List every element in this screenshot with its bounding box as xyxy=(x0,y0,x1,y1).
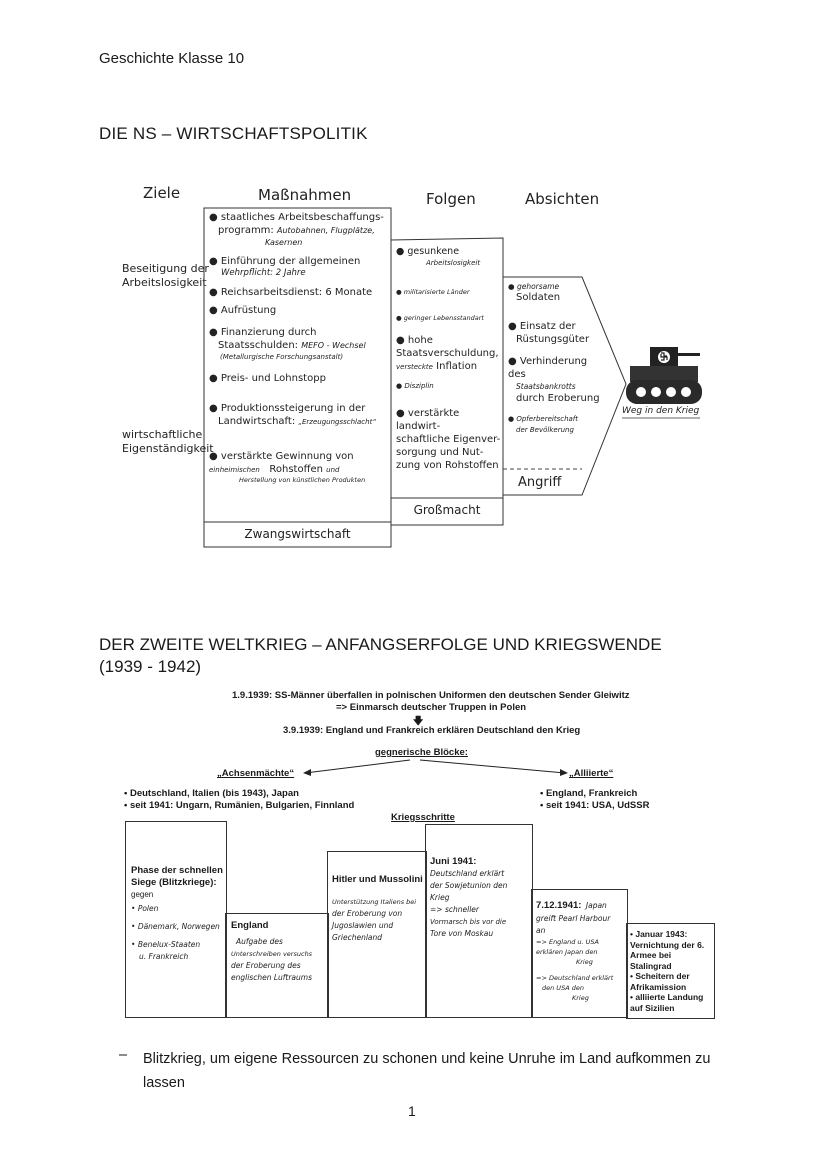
event-einmarsch: => Einmarsch deutscher Truppen in Polen xyxy=(336,702,527,713)
tank-caption: Weg in den Krieg xyxy=(622,406,700,416)
step-blitzkrieg-text: Phase der schnellen Siege (Blitzkriege): gegen • Polen • Dänemark, Norwegen • Benelux-Staaten u. Frankreich xyxy=(131,865,223,961)
massnahmen-footer-zwangswirtschaft: Zwangswirtschaft xyxy=(244,527,351,541)
axis-members: • Deutschland, Italien (bis 1943), Japan • seit 1941: Ungarn, Rumänien, Bulgarien, Finnland xyxy=(124,788,355,811)
event-kriegserklaerung: 3.9.1939: England und Frankreich erklären Deutschland den Krieg xyxy=(283,725,581,736)
column-header-folgen: Folgen xyxy=(426,190,476,208)
column-header-absichten: Absichten xyxy=(525,190,600,208)
page-number: 1 xyxy=(408,1103,416,1119)
folgen-list: ● gesunkene Arbeitslosigkeit ● militarisierte Länder ● geringer Lebensstandart ● hohe Staatsverschuldung, versteckte Inflation ● Disziplin ● verstärkte landwirt- schaftliche Eigenver- sorgung und Nut- zung von Rohstoffen xyxy=(396,246,501,471)
page-header: Geschichte Klasse 10 xyxy=(99,50,245,67)
allies-members: • England, Frankreich • seit 1941: USA, UdSSR xyxy=(540,788,650,811)
ziel-eigenstaendigkeit: wirtschaftliche Eigenständigkeit xyxy=(122,428,214,455)
absichten-list: ● gehorsame Soldaten ● Einsatz der Rüstungsgüter ● Verhinderung des Staatsbankrotts durch Eroberung ● Opferbereitschaft der Bevölkerung xyxy=(508,282,600,434)
event-gleiwitz: 1.9.1939: SS-Männer überfallen in polnischen Uniformen den deutschen Sender Gleiwitz xyxy=(232,690,630,701)
section-title-zweiter-weltkrieg: DER ZWEITE WELTKRIEG – ANFANGSERFOLGE UND KRIEGSWENDE (1939 - 1942) xyxy=(99,635,662,676)
section-title-ns-wirtschaftspolitik: DIE NS – WIRTSCHAFTSPOLITIK xyxy=(99,124,368,143)
folgen-footer-grossmacht: Großmacht xyxy=(413,503,481,517)
blitzkrieg-note: Blitzkrieg, um eigene Ressourcen zu schonen und keine Unruhe im Land aufkommen zu lassen xyxy=(143,1051,711,1091)
axis-label: „Achsenmächte“ xyxy=(217,768,295,779)
column-header-ziele: Ziele xyxy=(143,184,181,202)
allies-label: „Alliierte“ xyxy=(569,768,614,779)
step-balkan-text: Hitler und Mussolini Unterstützung Italiens bei der Eroberung von Jugoslawien und Griechenland xyxy=(332,874,423,942)
blocks-title: gegnerische Blöcke: xyxy=(375,747,468,758)
absichten-footer-angriff: Angriff xyxy=(518,475,562,490)
arrow-down-icon: 🡇 xyxy=(413,716,424,727)
ziel-arbeitslosigkeit: Beseitigung der Arbeitslosigkeit xyxy=(122,262,209,289)
bullet-dash: – xyxy=(119,1047,128,1063)
step-pearl-harbour-text: 7.12.1941: Japan greift Pearl Harbour an => England u. USA erklären Japan den Krieg => Deutschland erklärt den USA den Krieg xyxy=(536,900,614,1002)
column-header-massnahmen: Maßnahmen xyxy=(258,186,352,204)
step-kriegswende-text: • Januar 1943: Vernichtung der 6. Armee bei Stalingrad • Scheitern der Afrikamission • alliierte Landung auf Sizilien xyxy=(630,929,705,1013)
step-england-text: England Aufgabe des Unterschreiben versuchs der Eroberung des englischen Luftraums xyxy=(231,920,313,982)
kriegsschritte-title: Kriegsschritte xyxy=(391,812,455,823)
step-sowjetunion-text: Juni 1941: Deutschland erklärt der Sowjetunion den Krieg => schneller Vormarsch bis vor die Tore von Moskau xyxy=(430,856,508,938)
massnahmen-list: ● staatliches Arbeitsbeschaffungs- programm: Autobahnen, Flugplätze, Kasernen ● Einführung der allgemeinen Wehrpflicht: 2 Jahre ● Reichsarbeitsdienst: 6 Monate ● Aufrüstung ● Finanzierung durch Staatsschulden: MEFO - Wechsel (Metallurgische Forschungsanstalt) ● Preis- und Lohnstopp ● Produktionssteigerung in der Landwirtschaft: „Erzeugungsschlacht“ ● verstärkte Gewinnung von einheimischen Rohstoffen und Herstellung von künstlichen Produkten xyxy=(209,212,384,484)
